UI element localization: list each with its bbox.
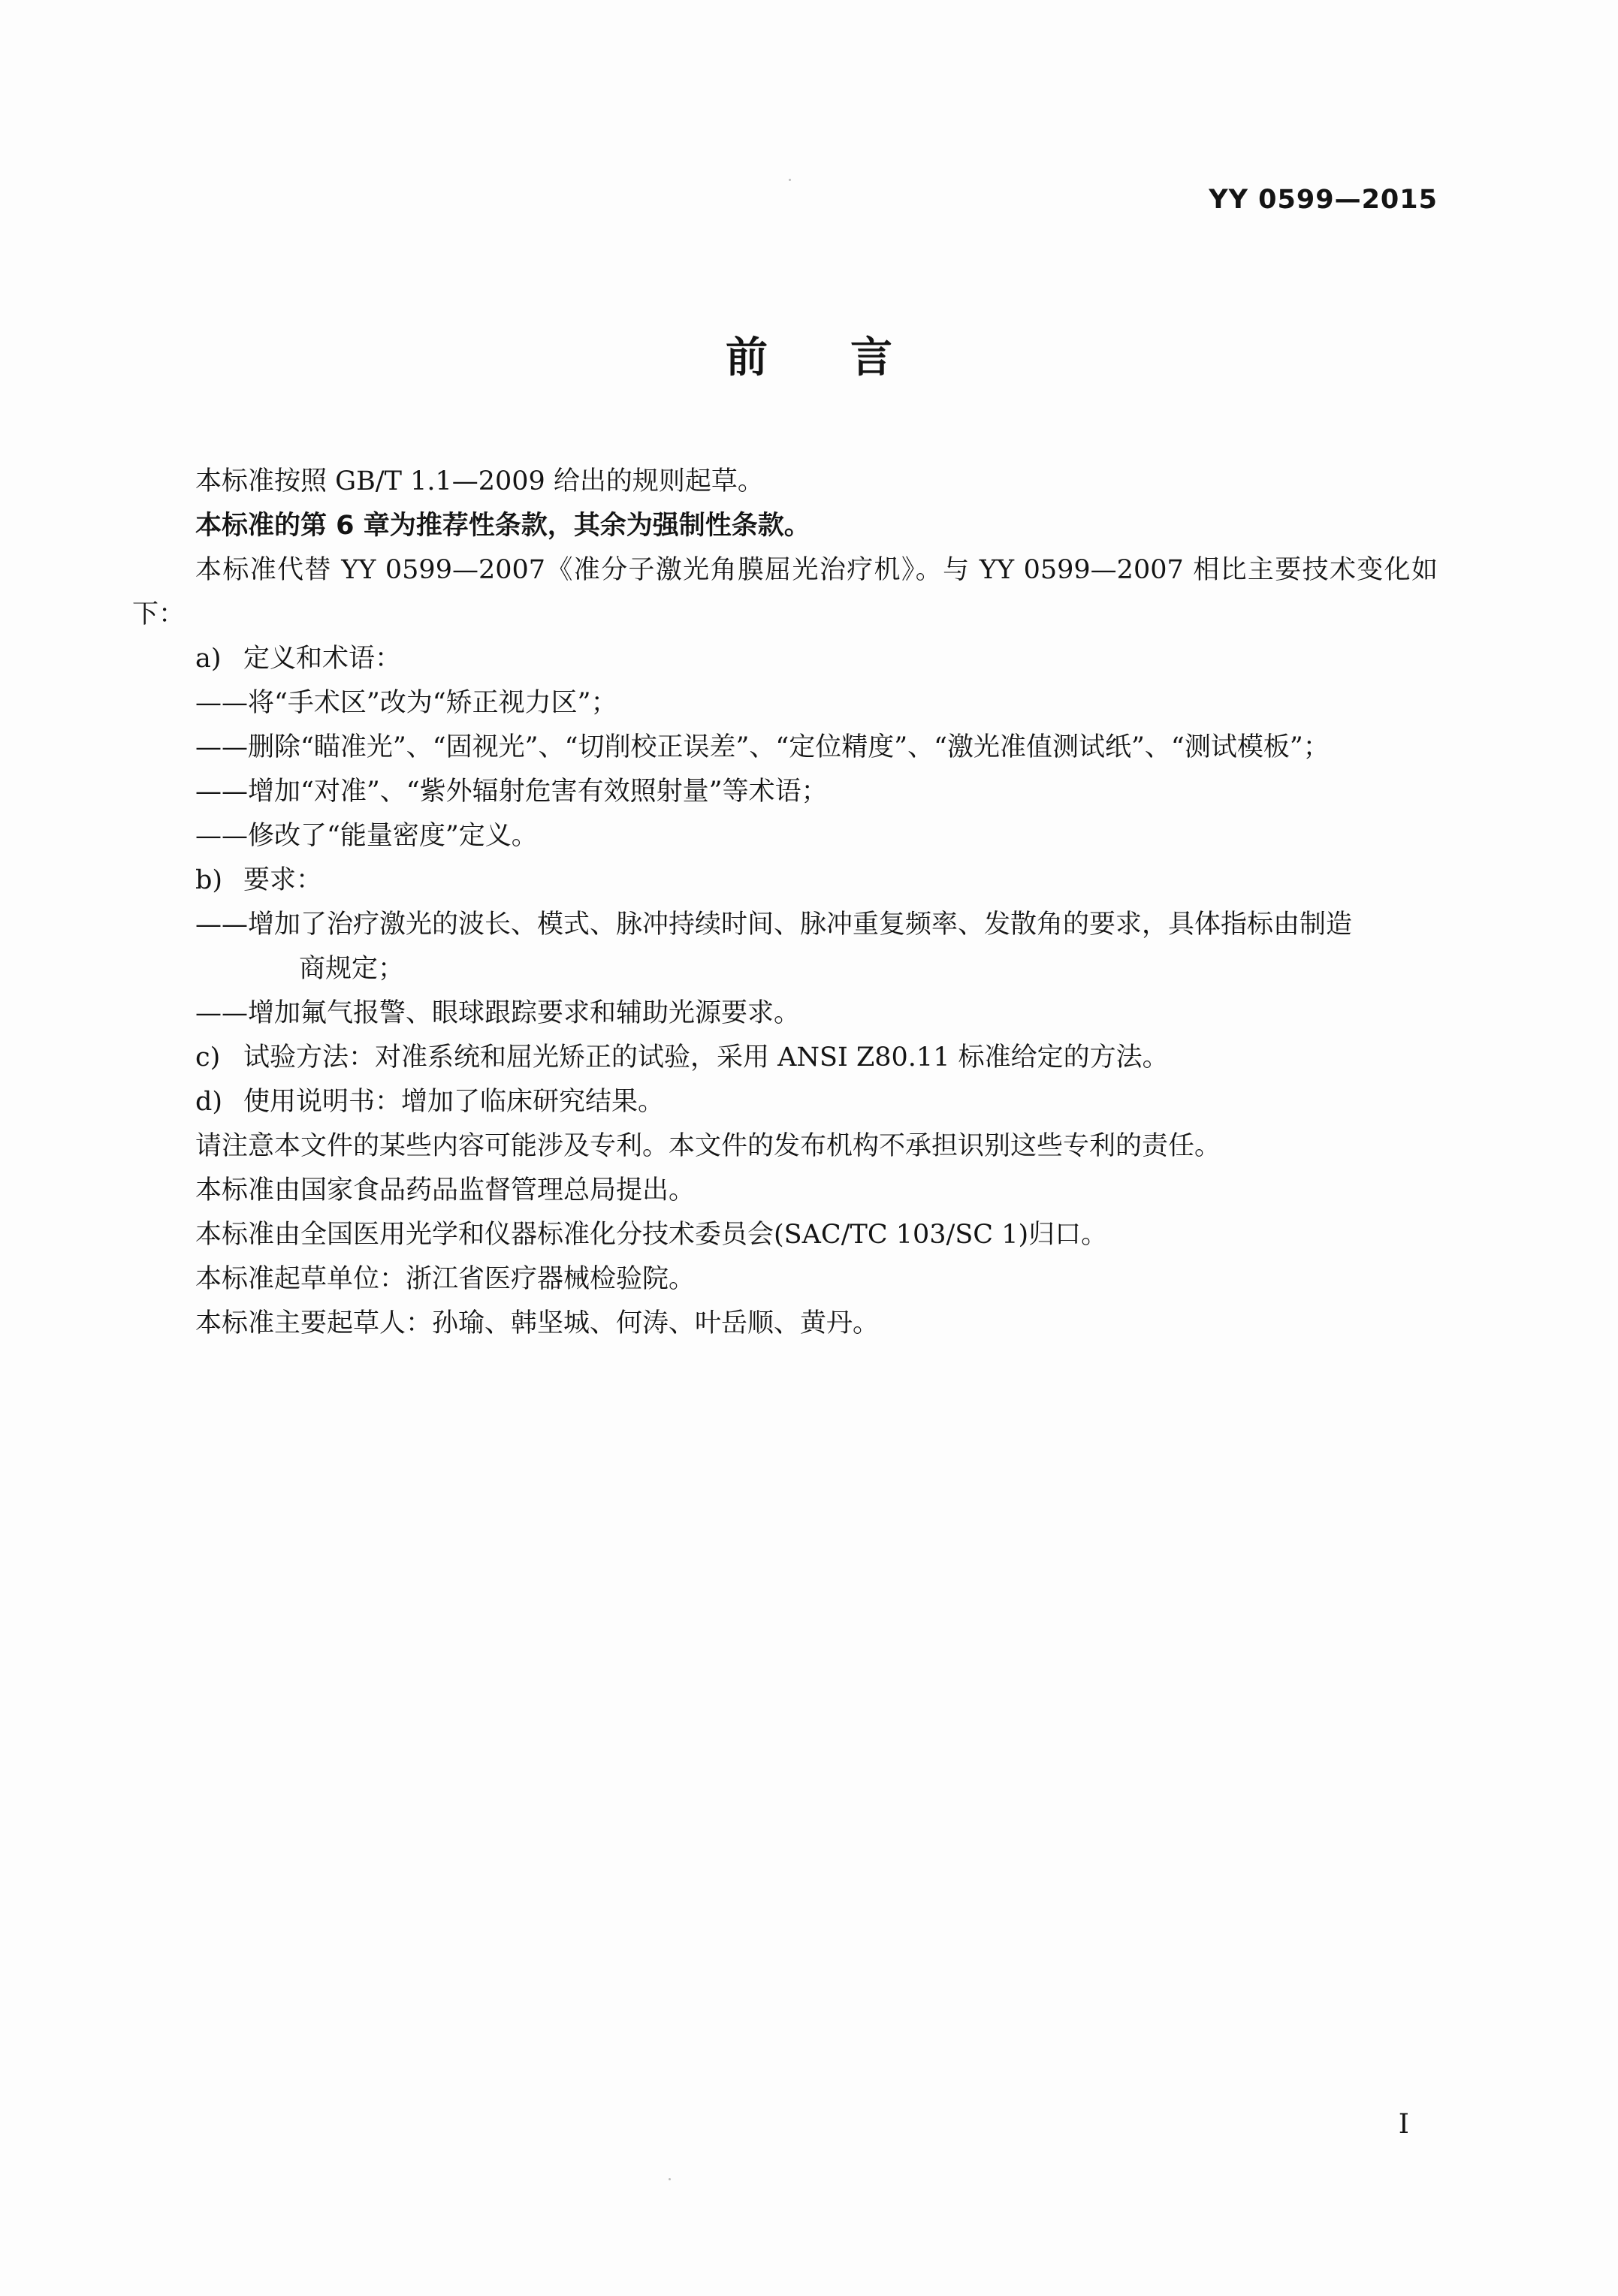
list-item-c <box>132 1036 1438 1080</box>
list-item-b <box>132 858 1438 903</box>
dash-item-a2: ——删除“瞄准光”、“固视光”、“切削校正误差”、“定位精度”、“激光准值测试纸”、“测试模板”； <box>195 732 1330 762</box>
list-item-a <box>132 637 1438 681</box>
list-label-c: c) <box>195 1042 221 1073</box>
page-number: I <box>1398 2109 1409 2140</box>
list-text-a: 定义和术语： <box>243 644 402 674</box>
list-item-d <box>132 1080 1438 1124</box>
document-number: YY 0599—2015 <box>1209 185 1438 215</box>
page-title: 前言 <box>726 333 975 382</box>
scan-speck <box>789 179 791 181</box>
dash-item-a1: ——将“手术区”改为“矫正视力区”； <box>195 688 617 718</box>
dash-item-a3: ——增加“对准”、“紫外辐射危害有效照射量”等术语； <box>195 777 828 807</box>
paragraph-drafting-unit: 本标准起草单位：浙江省医疗器械检验院。 <box>195 1264 696 1294</box>
list-label-d: d) <box>195 1087 223 1117</box>
list-label-a: a) <box>195 644 222 674</box>
paragraph-clause-nature: 本标准的第 6 章为推荐性条款，其余为强制性条款。 <box>195 511 811 541</box>
list-text-d: 使用说明书：增加了临床研究结果。 <box>243 1087 665 1117</box>
dash-item-b2: ——增加氟气报警、眼球跟踪要求和辅助光源要求。 <box>195 998 801 1028</box>
document-body <box>132 460 1438 1346</box>
paragraph-committee: 本标准由全国医用光学和仪器标准化分技术委员会(SAC/TC 103/SC 1)归口。 <box>195 1220 1108 1250</box>
scan-speck <box>669 2178 671 2180</box>
paragraph-drafters: 本标准主要起草人：孙瑜、韩坚城、何涛、叶岳顺、黄丹。 <box>195 1308 880 1338</box>
list-text-b: 要求： <box>243 865 323 895</box>
dash-item-b1-line2: 商规定； <box>299 954 405 984</box>
list-label-b: b) <box>195 865 223 895</box>
dash-item-b1-line1: ——增加了治疗激光的波长、模式、脉冲持续时间、脉冲重复频率、发散角的要求，具体指标由制造 <box>195 910 1353 940</box>
paragraph-proposer: 本标准由国家食品药品监督管理总局提出。 <box>195 1175 696 1205</box>
paragraph-drafting-rules: 本标准按照 GB/T 1.1—2009 给出的规则起草。 <box>195 466 764 496</box>
list-text-c: 试验方法：对准系统和屈光矫正的试验，采用 ANSI Z80.11 标准给定的方法。 <box>243 1042 1169 1073</box>
paragraph-replacement: 本标准代替 YY 0599—2007《准分子激光角膜屈光治疗机》。与 YY 0599—2007 相比主要技术变化如下： <box>132 555 1438 629</box>
dash-item-a4: ——修改了“能量密度”定义。 <box>195 821 538 851</box>
paragraph-patent-notice: 请注意本文件的某些内容可能涉及专利。本文件的发布机构不承担识别这些专利的责任。 <box>195 1131 1221 1161</box>
